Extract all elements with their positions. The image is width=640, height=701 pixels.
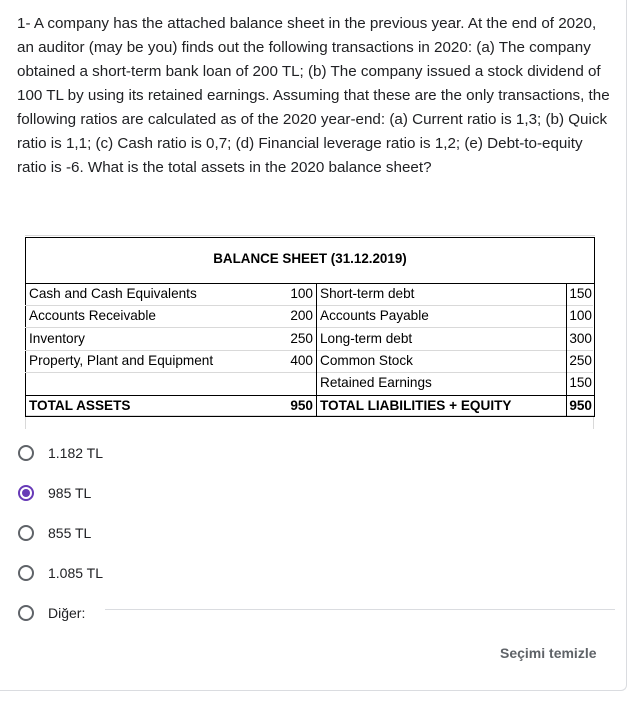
option-label: 985 TL [48, 485, 92, 501]
liability-label: Long-term debt [320, 331, 413, 346]
liability-label: Short-term debt [320, 286, 415, 301]
liability-value: 100 [569, 308, 592, 323]
total-assets-value: 950 [290, 398, 313, 413]
option-label: Diğer: [48, 605, 86, 621]
asset-label: Cash and Cash Equivalents [29, 286, 197, 301]
option-label: 855 TL [48, 525, 92, 541]
liability-label: Common Stock [320, 353, 413, 368]
asset-label: Accounts Receivable [29, 308, 156, 323]
radio-checked-icon[interactable] [18, 485, 34, 501]
option-1085[interactable] [16, 558, 316, 588]
liability-label: Retained Earnings [320, 375, 432, 390]
option-label: 1.182 TL [48, 445, 104, 461]
asset-value: 400 [290, 353, 313, 368]
radio-icon[interactable] [18, 525, 34, 541]
option-855[interactable] [16, 518, 316, 548]
liability-label: Accounts Payable [320, 308, 429, 323]
radio-icon[interactable] [18, 605, 34, 621]
clear-selection-button[interactable]: Seçimi temizle [500, 645, 597, 661]
liability-value: 150 [569, 286, 592, 301]
radio-icon[interactable] [18, 565, 34, 581]
asset-value: 200 [290, 308, 313, 323]
sheet-title: BALANCE SHEET (31.12.2019) [213, 251, 407, 266]
total-liabilities-value: 950 [569, 398, 592, 413]
option-1182[interactable] [16, 438, 316, 468]
total-assets-label: TOTAL ASSETS [29, 398, 131, 413]
option-label: 1.085 TL [48, 565, 104, 581]
asset-label: Inventory [29, 331, 85, 346]
total-liabilities-label: TOTAL LIABILITIES + EQUITY [320, 398, 512, 413]
other-text-input[interactable] [105, 609, 615, 610]
asset-value: 100 [290, 286, 313, 301]
option-other[interactable] [16, 598, 316, 628]
radio-icon[interactable] [18, 445, 34, 461]
question-text: 1- A company has the attached balance sheet in the previous year. At the end of 2020, an auditor (may be you) finds out the following transactions in 2020: (a) The company obtained a short-term bank loan of 200 TL; (b) The company issued a stock dividend of 100 TL by using its retained earnings. Assuming that these are the only transactions, the following ratios are calculated as of the 2020 year-end: (a) Current ratio is 1,3; (b) Quick ratio is 1,1; (c) Cash ratio is 0,7; (d) Financial leverage ratio is 1,2; (e) Debt-to-equity ratio is -6. What is the total assets in the 2020 balance sheet? [17, 15, 610, 176]
liability-value: 250 [569, 353, 592, 368]
liability-value: 150 [569, 375, 592, 390]
liability-value: 300 [569, 331, 592, 346]
balance-sheet-table [25, 237, 595, 419]
asset-label: Property, Plant and Equipment [29, 353, 214, 368]
asset-value: 250 [290, 331, 313, 346]
option-985[interactable] [16, 478, 316, 508]
